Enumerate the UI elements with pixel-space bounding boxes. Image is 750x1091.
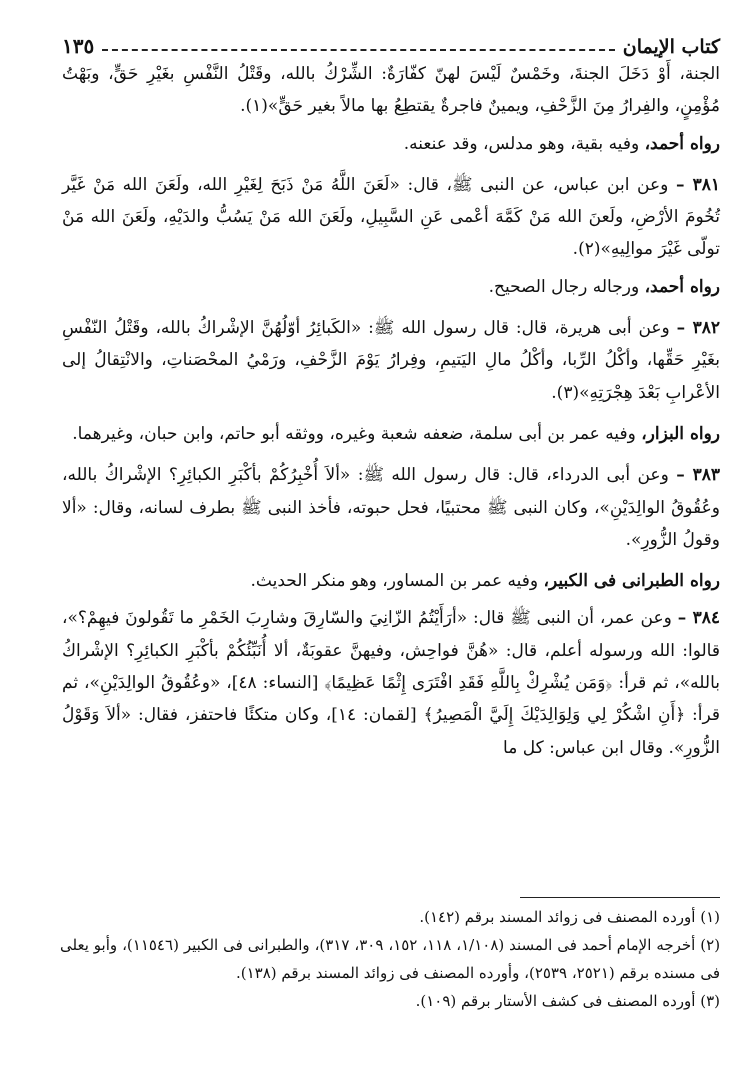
- source-text: وفيه عمر بن المساور، وهو منكر الحديث.: [250, 571, 544, 592]
- footnote-2: (٢) أخرجه الإمام أحمد فى المسند (١/١٠٨، ١١٨، ١٥٢، ٣٠٩، ٣١٧)، والطبرانى فى الكبير (١١٥٤٦)، وأبو يعلى فى مسنده برقم (٢٥٢١، ٢٥٣٩)، وأورده المصنف فى زوائد المسند برقم (١٣٨).: [60, 936, 721, 982]
- hadith-number: ٣٨٢ –: [676, 318, 720, 339]
- hadith-number: ٣٨٣ –: [676, 465, 721, 486]
- source-note: [62, 271, 720, 303]
- page-header: [62, 30, 720, 58]
- source-note: [62, 128, 720, 160]
- source-label: رواه أحمد،: [644, 133, 720, 154]
- hadith-text: وعن عمر، أن النبى ﷺ قال: «أرَأَيْتُمُ الزّانِيَ والسّارِقَ وشارِبَ الخَمْرِ ما تَقُولونَ فيهِمْ؟»، قالوا: الله ورسوله أعلم، قال: «هُنَّ فواحِش، وفيهنَّ عقوبَةٌ، ألا أُنَبِّئُكُمْ بأكْبَرِ الكبائِرِ؟ الإشْراكُ بالله»، ثم قرأ: ﴿وَمَن يُشْرِكْ بِاللَّهِ فَقَدِ افْتَرَى إِثْمًا عَظِيمًا﴾ [النساء: ٤٨]، «وعُقُوقُ الوالِدَيْنِ»، ثم قرأ: ﴿أَنِ اشْكُرْ لِي وَلِوَالِدَيْكَ إِلَيَّ الْمَصِيرُ﴾ [لقمان: ١٤]، وكان متكئًا فاحتفز، فقال: «ألاَ وَقَوْلُ الزُّورِ». وقال ابن عباس: كل ما: [62, 608, 720, 758]
- page-number: ١٣٥: [62, 34, 95, 58]
- source-note: [62, 418, 720, 450]
- source-text: وفيه عمر بن أبى سلمة، ضعفه شعبة وغيره، ووثقه أبو حاتم، وابن حبان، وغيرهما.: [72, 423, 642, 444]
- hadith-383: [62, 459, 720, 556]
- hadith-number: ٣٨١ –: [675, 174, 721, 195]
- paragraph-continuation: [62, 58, 720, 123]
- paragraph-text: الجنة، أَوْ دَخَلَ الجنةَ، وخَمْسٌ لَيْسَ لهنّ كفّارَةٌ: الشِّرْكُ بالله، وقَتْلُ النَّفْسِ بغَيْرِ حَقٍّ، وبَهْتُ مُؤْمِنٍ، والفِرارُ مِنَ الزَّحْفِ، ويمينٌ فاجرةٌ يقتطِعُ بها مالاً بغير حَقٍّ»(١).: [62, 64, 720, 117]
- footnote-separator: [520, 897, 720, 898]
- running-title: كتاب الإيمان: [622, 36, 720, 58]
- footnote-1: (١) أورده المصنف فى زوائد المسند برقم (١٤٢).: [419, 908, 720, 926]
- source-text: وفيه بقية، وهو مدلس، وقد عنعنه.: [403, 133, 645, 154]
- header-rule: [102, 49, 615, 51]
- hadith-text: وعن أبى الدرداء، قال: قال رسول الله ﷺ: «ألاَ أُخْبِرُكُمْ بأكْبَرِ الكبائِرِ؟ الإشْراكُ بالله، وعُقُوقُ الوالِدَيْنِ»، وكان النبى ﷺ محتبيًا، فحل حبوته، فأخذ النبى ﷺ بطرف لسانه، وقال: «ألا وقولُ الزُّورِ».: [62, 465, 720, 550]
- footnote-3: (٣) أورده المصنف فى كشف الأستار برقم (١٠٩).: [415, 992, 720, 1010]
- book-page: [62, 30, 720, 764]
- source-label: رواه البزار،: [641, 423, 720, 444]
- source-label: رواه الطبرانى فى الكبير،: [543, 571, 720, 592]
- hadith-text: وعن ابن عباس، عن النبى ﷺ، قال: «لَعَنَ اللَّهُ مَنْ ذَبَحَ لِغَيْرِ الله، ولَعَنَ الله مَنْ غَيَّر تُخُومَ الأرْضِ، ولَعنَ الله مَنْ كَمَّهَ أعْمى عَنِ السَّبِيلِ، ولَعَنَ الله مَنْ يَسُبُّ والدَيْهِ، ولَعَنَ الله مَنْ تولّى غَيْرَ موالِيهِ»(٢).: [62, 174, 720, 260]
- hadith-382: [62, 312, 720, 409]
- hadith-381: [62, 169, 720, 266]
- hadith-number: ٣٨٤ –: [677, 608, 720, 629]
- source-note: [62, 565, 720, 597]
- hadith-text: وعن أبى هريرة، قال: قال رسول الله ﷺ: «الكَبائِرُ أوّلُهُنَّ الإشْراكُ بالله، وقَتْلُ النّفْسِ بغَيْرِ حَقِّها، وأكْلُ الرِّبا، وأكْلُ مالِ اليَتيمِ، وفِرارُ يَوْمَ الزَّحْفِ، ورَمْيُ المحْصَناتِ، والانْتِقالُ إلى الأعْرابِ بَعْدَ هِجْرَتِهِ»(٣).: [62, 318, 720, 403]
- source-text: ورجاله رجال الصحيح.: [488, 276, 645, 297]
- footnotes: [60, 903, 720, 1015]
- hadith-384: [62, 602, 720, 763]
- source-label: رواه أحمد،: [644, 276, 720, 297]
